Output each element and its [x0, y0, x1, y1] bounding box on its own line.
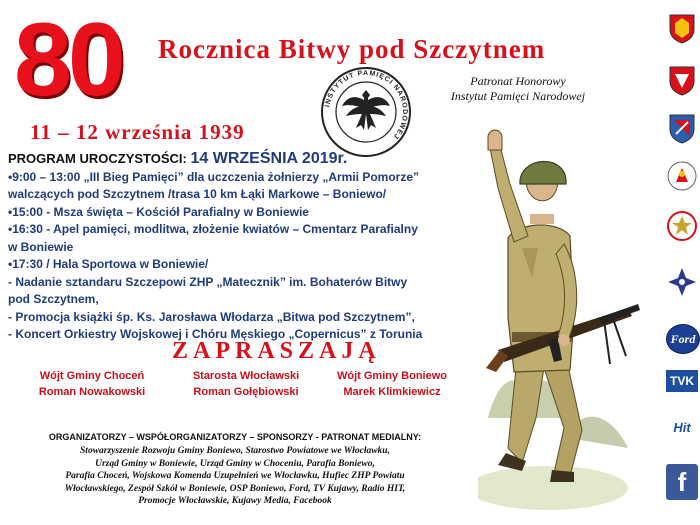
facebook-logo-text: f: [677, 466, 687, 497]
scout-cross-icon: [666, 266, 698, 298]
host-role: Wójt Gminy Boniewo: [337, 370, 447, 382]
ford-logo-icon: [666, 324, 700, 354]
coat-of-arms-icon: [666, 112, 698, 144]
patronat-line-2: Instytut Pamięci Narodowej: [450, 89, 586, 103]
radio-hit-logo-text: Hit: [673, 419, 691, 435]
event-title: Rocznica Bitwy pod Szczytnem: [158, 34, 546, 64]
program-section: [8, 150, 488, 344]
anniversary-number: 80: [14, 2, 122, 118]
program-line: •16:30 - Apel pamięci, modlitwa, złożenie kwiatów – Cmentarz Parafialny: [8, 222, 418, 236]
ford-logo-text: Ford: [670, 331, 696, 346]
organizers-line: Parafia Choceń, Wojskowa Komenda Uzupełnień we Włocławku, Hufiec ZHP Powiatu: [65, 471, 405, 481]
radio-hit-logo-icon: [666, 414, 698, 440]
patronat-line-1: Patronat Honorowy: [470, 74, 566, 88]
coat-of-arms-icon: [666, 64, 698, 96]
program-line: - Nadanie sztandaru Szczepowi ZHP „Matecznik” im. Bohaterów Bitwy: [8, 274, 408, 289]
organizers-line: Promocje Włocławskie, Kujawy Media, Facebook: [138, 496, 332, 506]
honorary-patronage: [418, 74, 618, 104]
program-line: walczących pod Szczytnem /trasa 10 km Łąki Markowe – Boniewo/: [8, 187, 387, 201]
program-line: •15:00 - Msza święta – Kościół Parafialny w Boniewie: [8, 204, 309, 219]
organizers-title: ORGANIZATORZY – WSPÓŁORGANIZATORZY – SPONSORZY - PATRONAT MEDIALNY:: [48, 432, 422, 442]
organizers-line: Włocławskiego, Zespół Szkół w Boniewie, OSP Boniewo, Ford, TV Kujawy, Radio HIT,: [64, 483, 406, 494]
invite-heading: ZAPRASZAJĄ: [172, 338, 381, 364]
military-emblem-icon: [666, 210, 698, 242]
program-line: - Promocja książki śp. Ks. Jarosława Włodarza „Bitwa pod Szczytnem”,: [8, 309, 415, 324]
emblem-icon: [666, 160, 698, 192]
tvk-logo-icon: [666, 370, 698, 392]
program-line: - Koncert Orkiestry Wojskowej i Chóru Męskiego „Copernicus” z Torunia: [8, 327, 423, 341]
program-heading-row: [8, 150, 488, 169]
host-name: Roman Gołębiowski: [193, 386, 299, 398]
program-line: •9:00 – 13:00 „III Bieg Pamięci” dla uczczenia żołnierzy „Armii Pomorze”: [8, 169, 420, 184]
soldier-illustration: [478, 118, 648, 518]
program-line: •17:30 / Hala Sportowa w Boniewie/: [8, 257, 209, 271]
program-heading: PROGRAM UROCZYSTOŚCI:: [8, 151, 191, 166]
host-role: Wójt Gminy Choceń: [39, 370, 145, 382]
facebook-icon: [666, 464, 698, 500]
program-line: pod Szczytnem,: [8, 292, 99, 306]
host-name: Marek Klimkiewicz: [343, 386, 441, 398]
tvk-logo-text: TVK: [670, 374, 694, 388]
organizers-line: Urząd Gminy w Boniewie, Urząd Gminy w Choceniu, Parafia Boniewo,: [95, 458, 375, 469]
seal-text: INSTYTUT PAMIĘCI NARODOWEJ: [324, 69, 409, 141]
program-line: w Boniewie: [8, 239, 74, 254]
program-date: 14 WRZEŚNIA 2019r.: [190, 150, 348, 167]
host-name: Roman Nowakowski: [38, 386, 146, 398]
host-3: [322, 368, 462, 400]
ipn-seal-icon: [320, 66, 412, 158]
host-role: Starosta Włocławski: [192, 370, 300, 382]
organizers-line: Stowarzyszenie Rozwoju Gminy Boniewo, Starostwo Powiatowe we Włocławku,: [80, 446, 390, 456]
host-1: [22, 368, 162, 400]
host-2: [176, 368, 316, 400]
coat-of-arms-icon: [666, 12, 698, 44]
battle-dates: 11 – 12 września 1939: [30, 120, 245, 144]
organizers-list: [20, 445, 450, 508]
